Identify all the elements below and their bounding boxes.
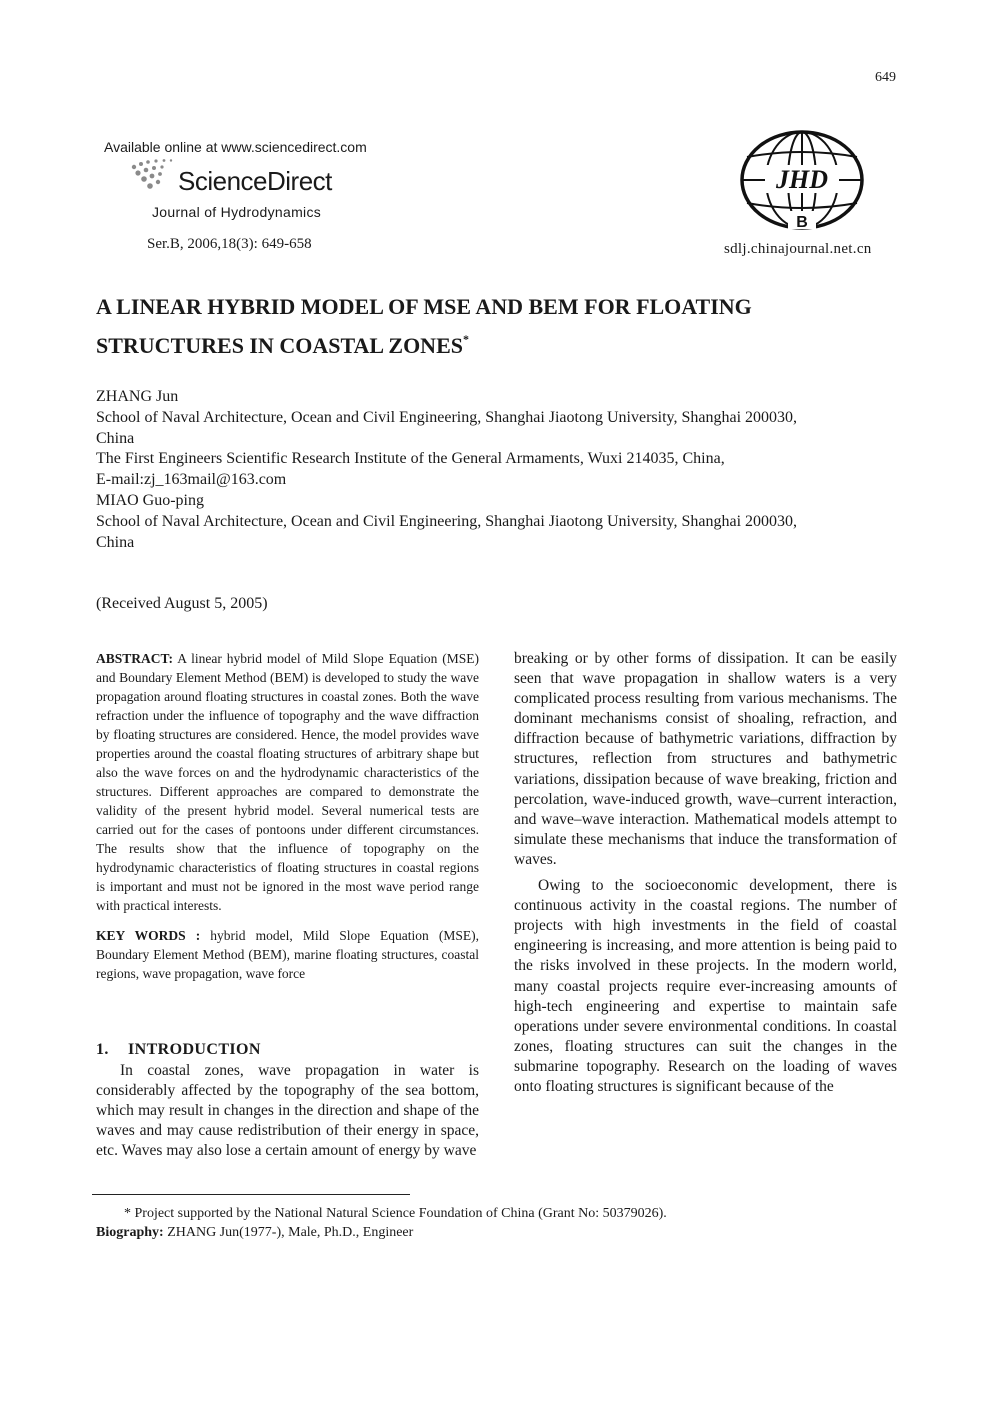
affiliation: School of Naval Architecture, Ocean and Civil Engineering, Shanghai Jiaotong University, Shanghai 200030,: [96, 408, 798, 426]
affiliation: China: [96, 429, 135, 447]
journal-name: Journal of Hydrodynamics: [152, 204, 322, 220]
journal-site: sdlj.chinajournal.net.cn: [724, 241, 872, 257]
abstract-text: A linear hybrid model of Mild Slope Equation (MSE) and Boundary Element Method (BEM) is developed to study the wave propagation around floating structures in coastal zones. Both the wave refraction under the influence of topography and the wave diffraction by floating structures are considered. Hence, the model provides wave properties around the coastal floating structures of arbitrary shape but also the wave forces on and the hydrodynamic characteristics of the structures. Different approaches are compared to demonstrate the validity of the present hybrid model. Several numerical tests are carried out for the cases of pontoons under different circumstances. The results show that the influence of topography on the hydrodynamic characteristics of floating structures in coastal regions is important and must not be ignored in the most wave period range with practical interests.: [96, 651, 479, 913]
title-footnote-marker: *: [462, 332, 469, 346]
keywords-text: hybrid model, Mild Slope Equation (MSE), Boundary Element Method (BEM), marine floating structures, coastal regions, wave propagation, wave force: [96, 928, 479, 981]
abstract-label: ABSTRACT:: [96, 651, 174, 666]
biography-text: ZHANG Jun(1977-), Male, Ph.D., Engineer: [167, 1225, 414, 1240]
abstract: [96, 649, 479, 915]
keywords: [96, 926, 479, 983]
funding-footnote: * Project supported by the National Natural Science Foundation of China (Grant No: 50379026).: [124, 1206, 667, 1221]
biography-footnote: [96, 1225, 413, 1241]
title-line-2: STRUCTURES IN COASTAL ZONES*: [96, 332, 469, 358]
jhd-globe-logo-icon: [735, 127, 869, 233]
jhd-logo-subtext: B: [796, 214, 808, 231]
series-info: Ser.B, 2006,18(3): 649-658: [147, 236, 312, 252]
received-date: (Received August 5, 2005): [96, 595, 268, 612]
publisher-name: ScienceDirect: [178, 166, 332, 196]
author-name: ZHANG Jun: [96, 388, 179, 405]
footnote-divider: [92, 1194, 410, 1195]
section-heading: [96, 1041, 261, 1059]
page-number: 649: [875, 70, 896, 85]
affiliation: China: [96, 533, 135, 551]
article-title: [96, 290, 906, 362]
sciencedirect-logo-icon: [128, 158, 174, 194]
title-line-1: A LINEAR HYBRID MODEL OF MSE AND BEM FOR FLOATING: [96, 294, 752, 319]
intro-paragraph: In coastal zones, wave propagation in water is considerably affected by the topography of the sea bottom, which may result in changes in the direction and shape of the waves and may cause redistribution of their energy in space, etc. Waves may also lose a certain amount of energy by wave: [96, 1062, 479, 1160]
affiliation: The First Engineers Scientific Research Institute of the General Armaments, Wuxi 214035, China,: [96, 450, 725, 468]
jhd-logo-text: JHD: [776, 165, 828, 194]
affiliation: School of Naval Architecture, Ocean and Civil Engineering, Shanghai Jiaotong University, Shanghai 200030,: [96, 512, 798, 530]
author-email: E-mail:zj_163mail@163.com: [96, 471, 287, 489]
body-paragraph: breaking or by other forms of dissipation. It can be easily seen that wave propagation in shallow waters is a very complicated process resulting from various mechanisms. The dominant mechanisms consist of shoaling, refraction, and diffraction because of bathymetric variations, diffraction by structures, reflection from structures and bathymetric variations, dissipation because of wave breaking, friction and percolation, wave-induced growth, wave–current interaction, and wave–wave interaction. Mathematical models attempt to simulate these mechanisms that induce the transformation of waves.: [514, 650, 897, 868]
body-paragraph: Owing to the socioeconomic development, there is continuous activity in the coastal regions. The number of projects with high investments in the field of coastal engineering is increasing, and more attention is being paid to the risks involved in these projects. In the modern world, many coastal projects require ever-increasing amounts of high-tech engineering and expertise to maintain safe operations under severe environmental conditions. In coastal zones, floating structures can suit the changes in the submarine topography. Research on the loading of waves onto floating structures is significant because of the: [514, 877, 897, 1095]
abstract-column: [96, 649, 479, 983]
author-affiliations: [96, 387, 896, 553]
keywords-label: KEY WORDS :: [96, 928, 201, 943]
author-name: MIAO Guo-ping: [96, 491, 204, 509]
right-column: [514, 649, 897, 1097]
available-online-text: Available online at www.sciencedirect.com: [104, 139, 367, 155]
biography-label: Biography:: [96, 1225, 164, 1240]
section-number: 1.: [96, 1041, 109, 1058]
section-title: INTRODUCTION: [128, 1041, 261, 1058]
